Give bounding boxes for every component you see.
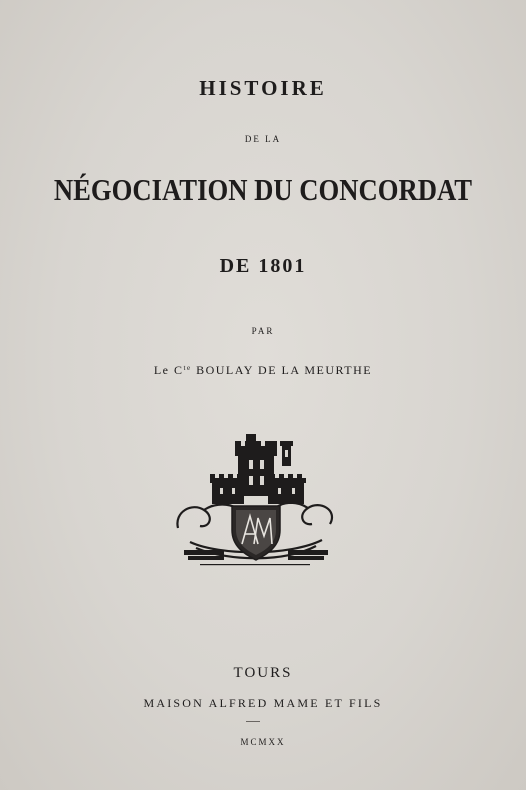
publisher-name: MAISON ALFRED MAME ET FILS (143, 696, 383, 710)
author-prefix: Le C (153, 363, 184, 377)
author-prefix-superscript: te (183, 364, 192, 372)
publisher-city: TOURS (233, 665, 293, 681)
author-line (0, 363, 526, 378)
title-date: DE 1801 (219, 255, 307, 277)
author-name: BOULAY DE LA MEURTHE (191, 363, 373, 377)
divider-rule (246, 721, 260, 722)
castle-crest-icon (170, 432, 342, 570)
title-line-2: DE LA (244, 134, 282, 144)
title-line-1: HISTOIRE (199, 76, 327, 100)
publication-year: MCMXX (240, 737, 286, 747)
by-label: PAR (251, 326, 275, 336)
main-title: NÉGOCIATION DU CONCORDAT (53, 172, 473, 207)
